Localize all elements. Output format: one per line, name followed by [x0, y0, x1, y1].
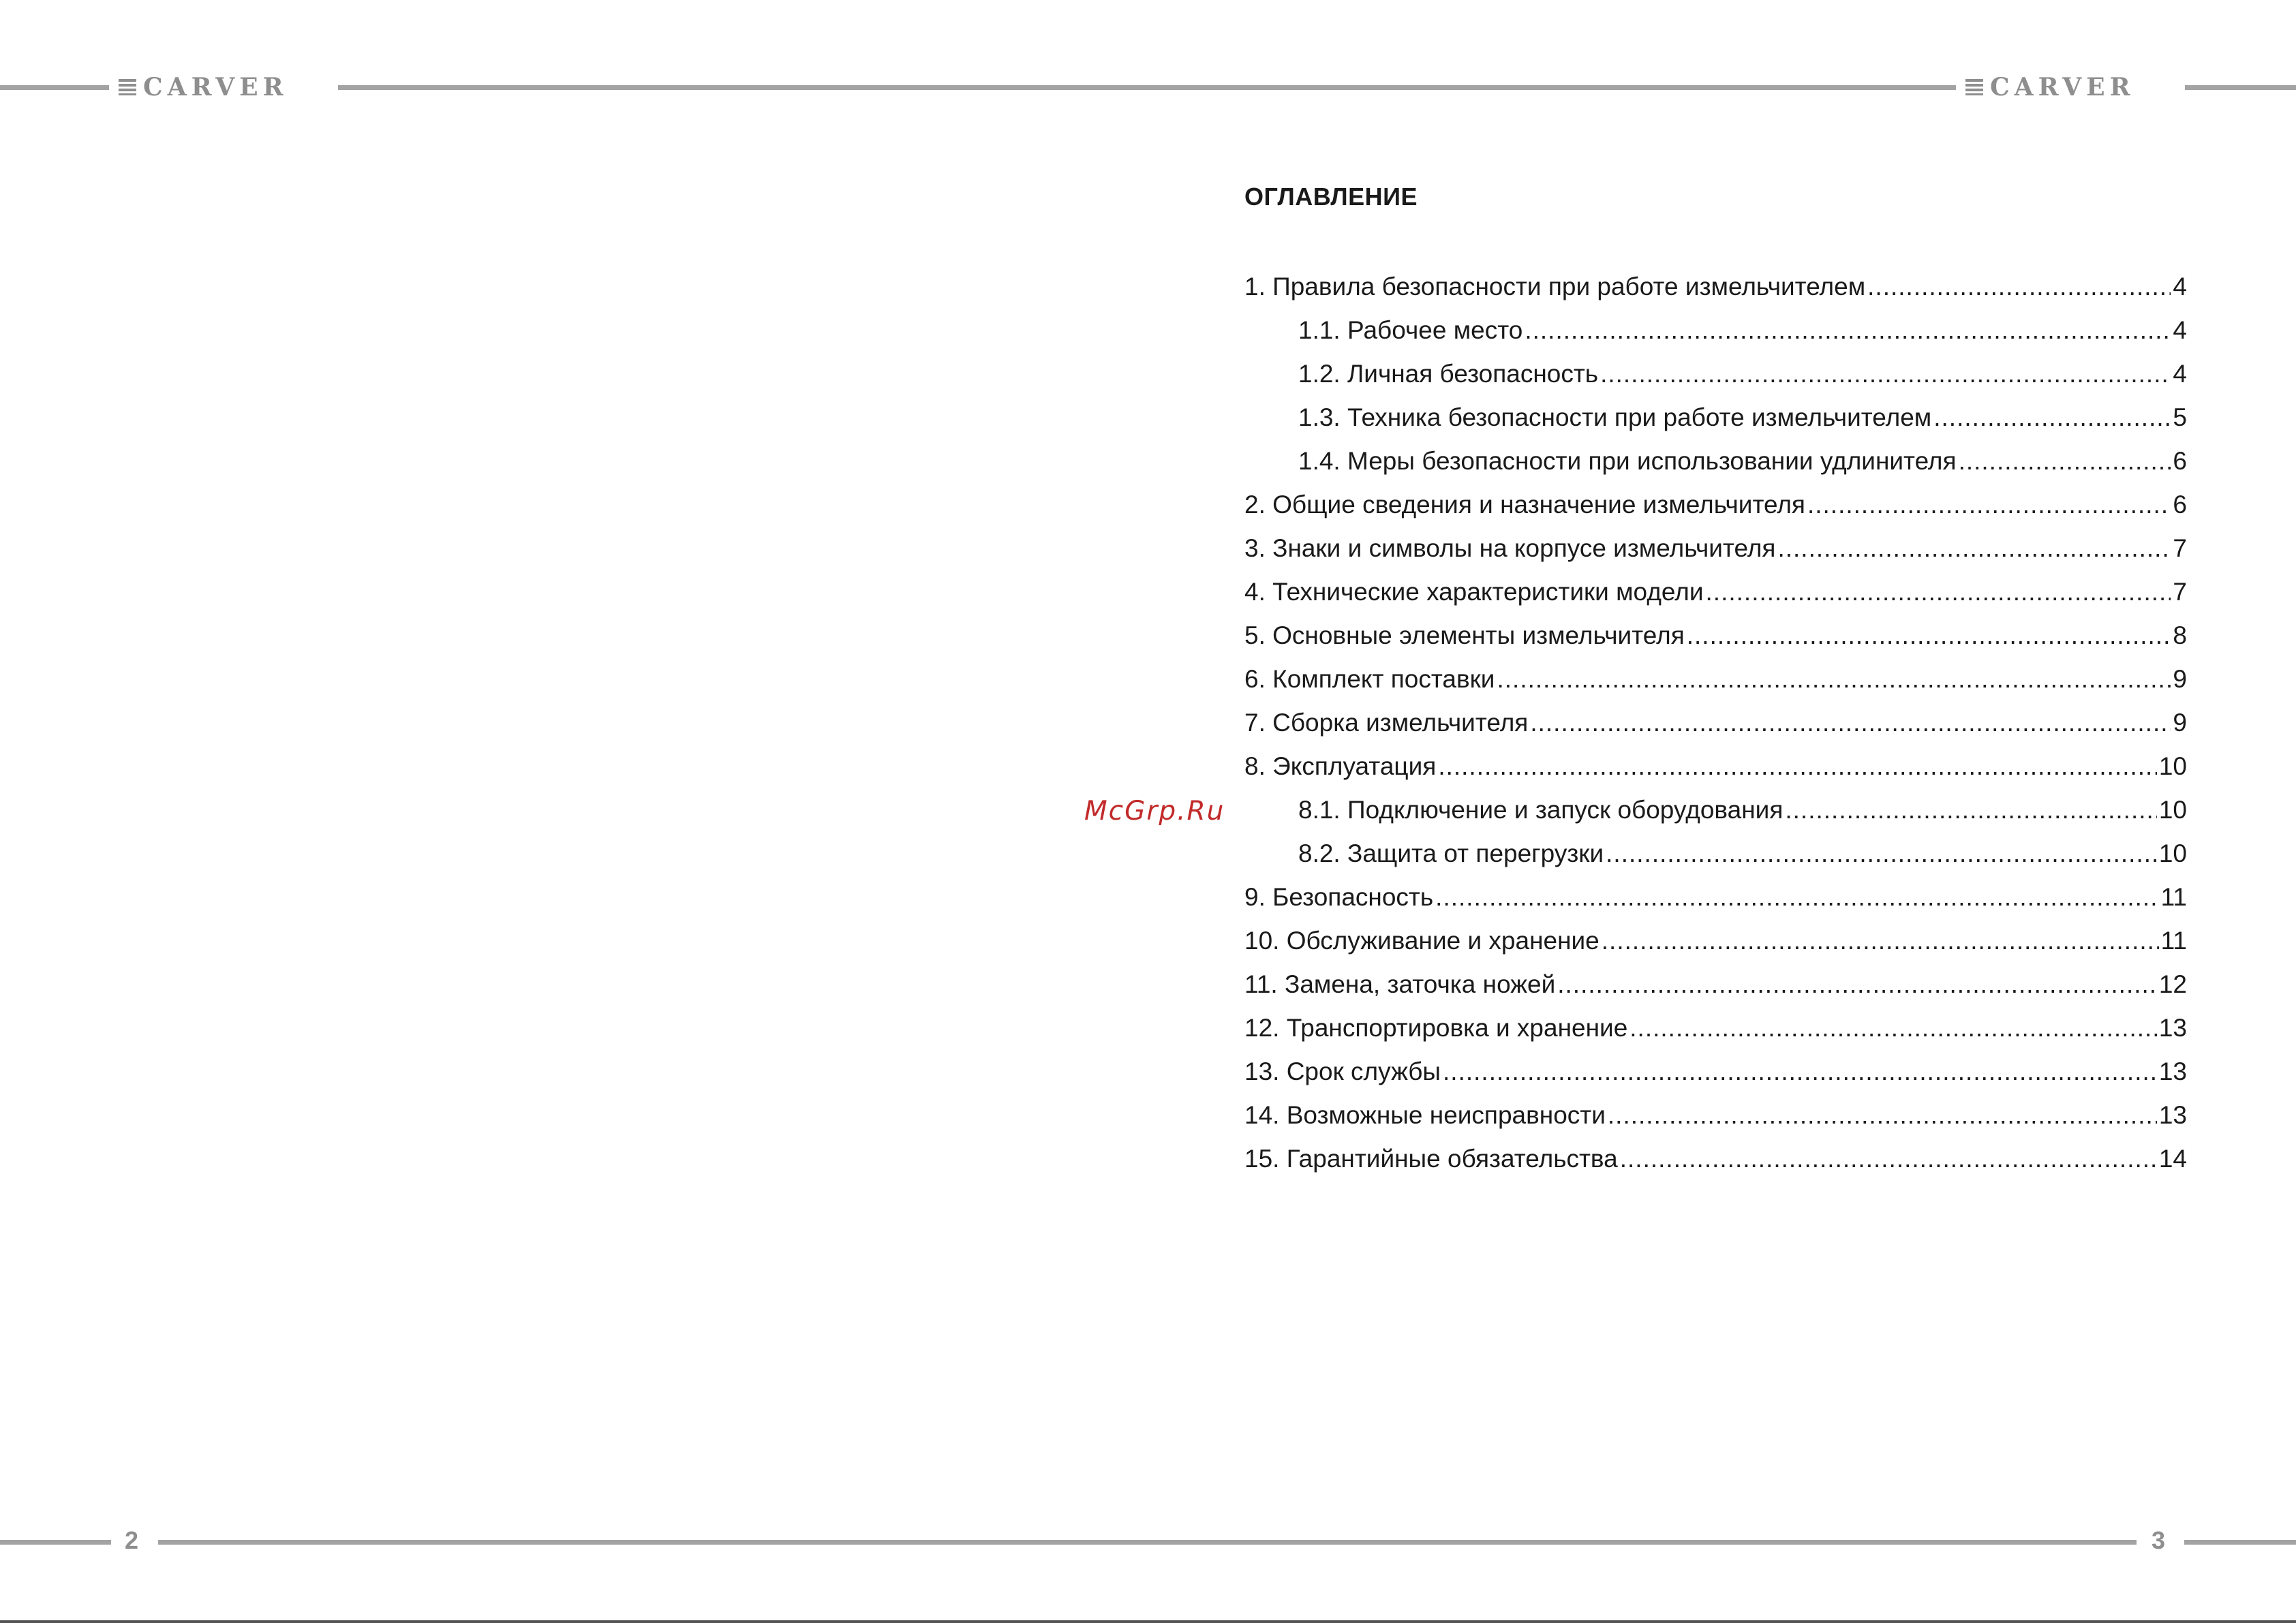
- toc-leader-dots: [1557, 963, 2157, 1006]
- page-number-right: 3: [2152, 1526, 2166, 1554]
- toc-entry[interactable]: [1244, 788, 2187, 832]
- toc-entry[interactable]: [1244, 658, 2187, 701]
- toc-entry[interactable]: [1244, 483, 2187, 527]
- toc-entry[interactable]: [1244, 570, 2187, 614]
- toc-entry-title: 1.4. Меры безопасности при использовании удлинителя: [1298, 447, 1957, 475]
- toc-entry[interactable]: [1244, 1094, 2187, 1137]
- toc-entry-page: 7: [2173, 534, 2187, 562]
- toc-leader-dots: [1777, 527, 2171, 570]
- toc-entry-page: 5: [2173, 403, 2187, 431]
- toc-leader-dots: [1807, 483, 2171, 527]
- toc-leader-dots: [1530, 701, 2171, 745]
- toc-leader-dots: [1785, 788, 2156, 832]
- toc-entry-page: 10: [2158, 839, 2187, 867]
- page-bottom-edge: [0, 1620, 2296, 1623]
- toc-leader-dots: [1438, 745, 2157, 788]
- toc-entry-title: 10. Обслуживание и хранение: [1244, 927, 1599, 955]
- header-rule-left: [0, 85, 109, 90]
- brand-mark-icon: [119, 79, 136, 95]
- footer-rule-center: [158, 1540, 2137, 1545]
- toc-leader-dots: [1600, 352, 2171, 396]
- toc-entry-page: 8: [2173, 621, 2187, 649]
- toc-entry-title: 1.3. Техника безопасности при работе измельчителем: [1298, 403, 1932, 431]
- brand-logo-text: CARVER: [1990, 73, 2135, 102]
- toc-entry-title: 12. Транспортировка и хранение: [1244, 1014, 1628, 1042]
- toc-entry[interactable]: [1244, 832, 2187, 876]
- toc-entry[interactable]: [1244, 1137, 2187, 1181]
- toc-entry-title: 4. Технические характеристики модели: [1244, 578, 1704, 606]
- toc-entry[interactable]: [1244, 396, 2187, 439]
- toc-entry-page: 13: [2158, 1014, 2187, 1042]
- toc-leader-dots: [1443, 1050, 2157, 1094]
- toc-entry-title: 8.1. Подключение и запуск оборудования: [1298, 796, 1784, 824]
- toc-entry-title: 1.1. Рабочее место: [1298, 316, 1523, 344]
- toc-entry-page: 14: [2158, 1145, 2187, 1173]
- brand-logo-text: CARVER: [143, 73, 288, 102]
- toc-entry[interactable]: [1244, 439, 2187, 483]
- toc-leader-dots: [1959, 439, 2171, 483]
- toc-leader-dots: [1497, 658, 2171, 701]
- toc-entry-page: 13: [2158, 1057, 2187, 1085]
- toc-entry-page: 4: [2173, 360, 2187, 388]
- toc-entry-title: 13. Срок службы: [1244, 1057, 1441, 1085]
- toc-entry[interactable]: [1244, 876, 2187, 919]
- toc-entry[interactable]: [1244, 919, 2187, 963]
- toc-entry[interactable]: [1244, 309, 2187, 352]
- toc-entry-title: 8.2. Защита от перегрузки: [1298, 839, 1604, 867]
- toc-entry-title: 15. Гарантийные обязательства: [1244, 1145, 1618, 1173]
- toc-entry-page: 11: [2160, 927, 2187, 955]
- toc-list: [1244, 265, 2187, 1181]
- toc-entry[interactable]: [1244, 745, 2187, 788]
- footer-rule-right: [2184, 1540, 2296, 1545]
- toc-entry[interactable]: [1244, 1006, 2187, 1050]
- toc-leader-dots: [1606, 832, 2157, 876]
- brand-logo-right: [1965, 73, 2135, 102]
- toc-entry[interactable]: [1244, 963, 2187, 1006]
- toc-entry[interactable]: [1244, 527, 2187, 570]
- brand-logo-left: [119, 73, 288, 102]
- toc-entry[interactable]: [1244, 614, 2187, 658]
- footer-rule-left: [0, 1540, 111, 1545]
- toc-entry-page: 10: [2158, 796, 2187, 824]
- toc-leader-dots: [1435, 876, 2158, 919]
- toc-leader-dots: [1687, 614, 2171, 658]
- toc-entry-title: 7. Сборка измельчителя: [1244, 709, 1529, 737]
- toc-leader-dots: [1602, 919, 2159, 963]
- toc-entry-title: 1. Правила безопасности при работе измельчителем: [1244, 273, 1866, 300]
- toc-entry-page: 6: [2173, 491, 2187, 519]
- toc-leader-dots: [1608, 1094, 2157, 1137]
- toc-entry-page: 4: [2173, 316, 2187, 344]
- toc-entry-title: 14. Возможные неисправности: [1244, 1101, 1606, 1129]
- page-number-left: 2: [125, 1526, 139, 1554]
- toc-entry-title: 9. Безопасность: [1244, 883, 1434, 911]
- toc-entry-page: 9: [2173, 665, 2187, 693]
- toc-entry-page: 7: [2173, 578, 2187, 606]
- toc-entry-title: 5. Основные элементы измельчителя: [1244, 621, 1685, 649]
- toc-entry-title: 2. Общие сведения и назначение измельчителя: [1244, 491, 1805, 519]
- toc-entry[interactable]: [1244, 265, 2187, 309]
- toc-entry-title: 11. Замена, заточка ножей: [1244, 970, 1556, 998]
- brand-mark-icon: [1965, 79, 1983, 95]
- toc-entry-title: 6. Комплект поставки: [1244, 665, 1495, 693]
- toc-entry[interactable]: [1244, 701, 2187, 745]
- watermark: McGrp.Ru: [1084, 796, 1225, 826]
- toc-leader-dots: [1525, 309, 2171, 352]
- header-rule-center: [338, 85, 1956, 90]
- toc-leader-dots: [1867, 265, 2171, 309]
- toc-entry-page: 10: [2158, 752, 2187, 780]
- toc-entry-page: 4: [2173, 273, 2187, 300]
- toc-entry-page: 13: [2158, 1101, 2187, 1129]
- toc-leader-dots: [1933, 396, 2171, 439]
- header-rule-right: [2185, 85, 2296, 90]
- toc-entry[interactable]: [1244, 352, 2187, 396]
- toc-entry-page: 9: [2173, 709, 2187, 737]
- toc-entry-title: 3. Знаки и символы на корпусе измельчителя: [1244, 534, 1776, 562]
- toc-entry-page: 11: [2160, 883, 2187, 911]
- toc-entry-title: 1.2. Личная безопасность: [1298, 360, 1599, 388]
- toc-leader-dots: [1706, 570, 2171, 614]
- toc-entry[interactable]: [1244, 1050, 2187, 1094]
- toc-entry-title: 8. Эксплуатация: [1244, 752, 1437, 780]
- toc-title: ОГЛАВЛЕНИЕ: [1244, 183, 1418, 211]
- toc-entry-page: 6: [2173, 447, 2187, 475]
- toc-leader-dots: [1629, 1006, 2157, 1050]
- toc-leader-dots: [1620, 1137, 2157, 1181]
- toc-entry-page: 12: [2158, 970, 2187, 998]
